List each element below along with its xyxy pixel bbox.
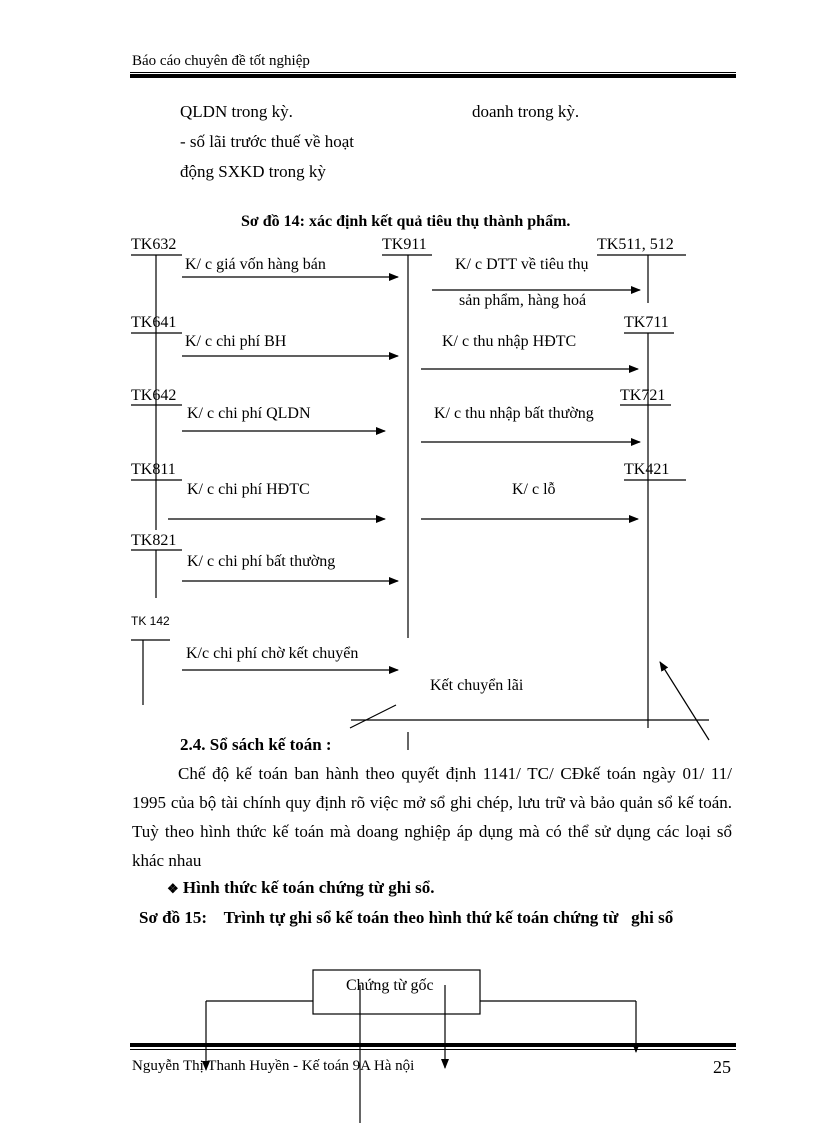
label-cho-ket-chuyen: K/c chi phí chờ kết chuyển bbox=[186, 645, 359, 662]
label-thu-nhap-hdtc: K/ c thu nhập HĐTC bbox=[442, 333, 577, 350]
account-tk632: TK632 bbox=[131, 236, 177, 253]
label-dtt: K/ c DTT về tiêu thụ bbox=[455, 256, 589, 273]
footer-rule-thick bbox=[130, 1043, 736, 1047]
text-line-3: động SXKD trong kỳ bbox=[180, 162, 326, 181]
label-chi-phi-hdtc: K/ c chi phí HĐTC bbox=[187, 481, 310, 498]
bullet-line bbox=[167, 878, 435, 898]
text-line-1-left: QLDN trong kỳ. bbox=[180, 102, 293, 121]
label-chi-phi-bh: K/ c chi phí BH bbox=[185, 333, 287, 350]
account-tk642: TK642 bbox=[131, 387, 177, 404]
account-tk711: TK711 bbox=[624, 314, 669, 331]
account-tk821: TK821 bbox=[131, 532, 177, 549]
account-tk911: TK911 bbox=[382, 236, 427, 253]
bullet-text: Hình thức kế toán chứng từ ghi sổ. bbox=[182, 878, 435, 897]
label-thu-nhap-bt: K/ c thu nhập bất thường bbox=[434, 405, 594, 422]
section-paragraph bbox=[132, 759, 732, 875]
account-tk641: TK641 bbox=[131, 314, 177, 331]
label-san-pham: sản phẩm, hàng hoá bbox=[459, 292, 587, 309]
paragraph-text: Chế độ kế toán ban hành theo quyết định 1141/ TC/ CĐkế toán ngày 01/ 11/ 1995 của bộ tài chính quy định rõ việc mở sổ ghi chép, lưu trữ và bảo quản sổ kế toán. Tuỳ theo hình thức kế toán mà doang nghiệp áp dụng mà có thể sử dụng các loại sổ khác nhau bbox=[132, 764, 732, 870]
account-tk721: TK721 bbox=[620, 387, 666, 404]
account-tk811: TK811 bbox=[131, 461, 176, 478]
account-tk421: TK421 bbox=[624, 461, 670, 478]
page-header: Báo cáo chuyên đề tốt nghiệp bbox=[132, 53, 310, 69]
diagram-15-title: Sơ đồ 15: Trình tự ghi sổ kế toán theo hình thứ kế toán chứng từ ghi sổ bbox=[139, 908, 674, 927]
label-lo: K/ c lỗ bbox=[512, 481, 556, 498]
page-number: 25 bbox=[713, 1057, 731, 1077]
chung-tu-goc-label: Chứng từ gốc bbox=[346, 977, 434, 994]
label-ket-chuyen-lai: Kết chuyển lãi bbox=[430, 677, 524, 694]
account-tk511: TK511, 512 bbox=[597, 236, 674, 253]
text-line-2: - số lãi trước thuế về hoạt bbox=[180, 132, 354, 151]
label-chi-phi-qldn: K/ c chi phí QLDN bbox=[187, 405, 311, 422]
label-gia-von: K/ c giá vốn hàng bán bbox=[185, 256, 326, 273]
footer-author: Nguyễn Thị Thanh Huyền - Kế toán 9A Hà nội bbox=[132, 1058, 415, 1074]
footer-rule-thin bbox=[130, 1049, 736, 1050]
account-tk142: TK 142 bbox=[131, 614, 170, 628]
label-chi-phi-bt: K/ c chi phí bất thường bbox=[187, 553, 336, 570]
ket-chuyen-lai-slash bbox=[350, 705, 396, 728]
arrow-ket-chuyen-lai bbox=[660, 662, 709, 740]
section-heading: 2.4. Sổ sách kế toán : bbox=[180, 735, 332, 754]
text-line-1-right: doanh trong kỳ. bbox=[472, 102, 580, 121]
diagram-14-title: Sơ đồ 14: xác định kết quả tiêu thụ thành phẩm. bbox=[241, 213, 571, 230]
diamond-bullet-icon: ❖ bbox=[167, 881, 179, 896]
